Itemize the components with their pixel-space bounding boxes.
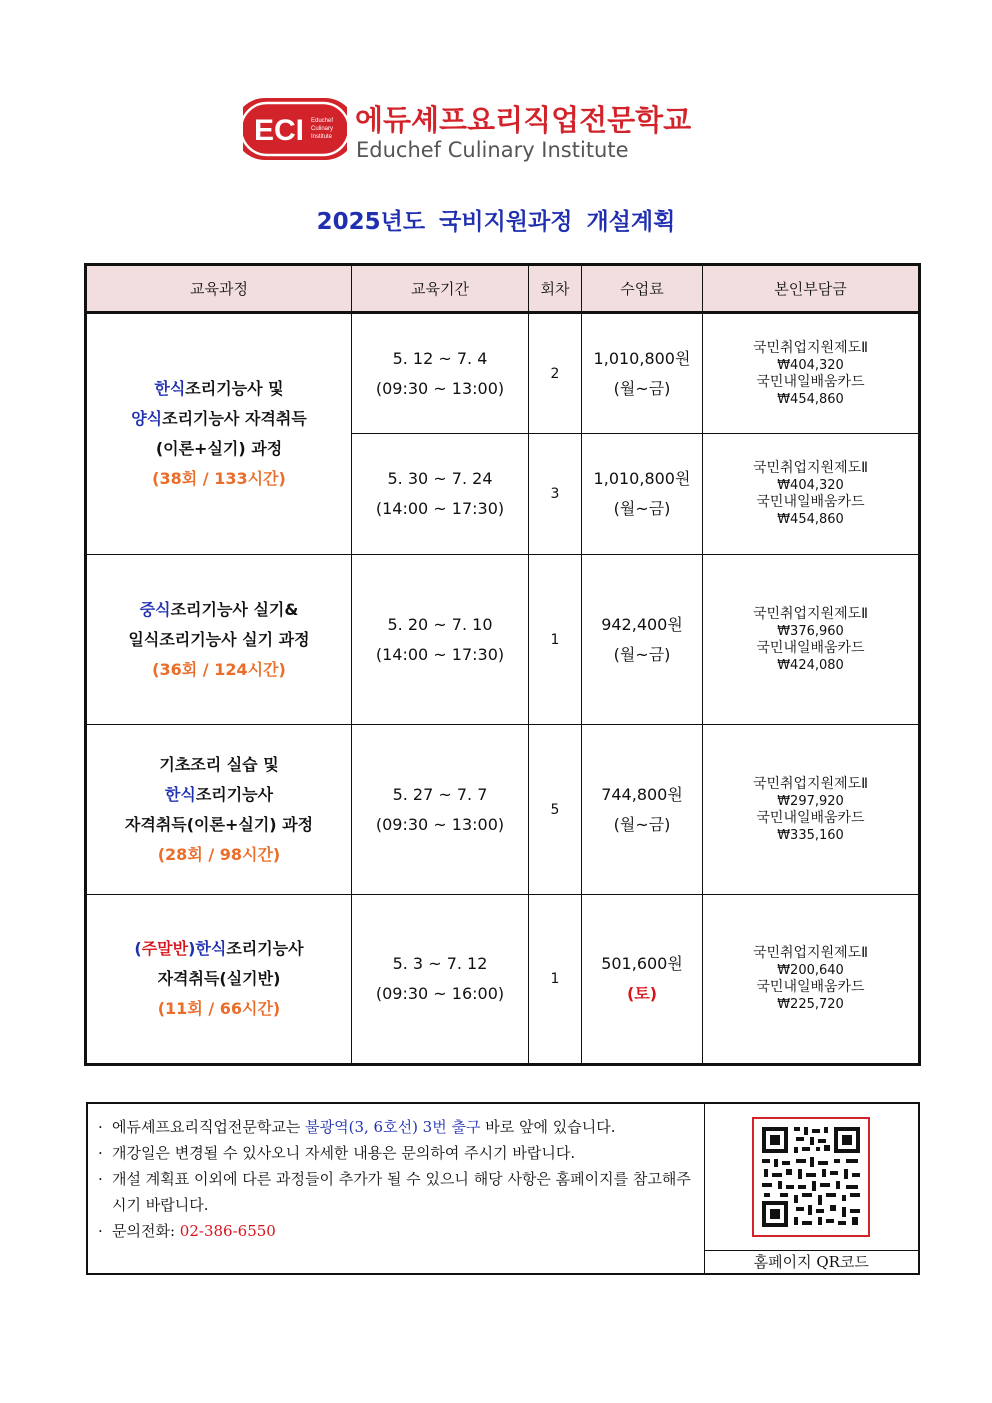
fee-cell: [582, 725, 703, 895]
note-additional-courses: [98, 1166, 696, 1218]
course-highlight: 한식: [164, 784, 196, 804]
period-cell: [352, 313, 529, 434]
note-text: 바로 앞에 있습니다.: [480, 1118, 616, 1136]
self-pay-label: 국민내일배움카드: [756, 373, 865, 390]
self-pay-value: ₩297,920: [777, 793, 844, 809]
fee-days: (월~금): [613, 814, 671, 834]
fee-cell: [582, 895, 703, 1065]
course-line: 자격취득(이론+실기) 과정: [124, 814, 314, 834]
course-hours: (28회 / 98시간): [157, 844, 281, 864]
round-cell: 5: [529, 725, 582, 895]
period-time: (09:30 ~ 16:00): [375, 984, 505, 1003]
qr-caption: 홈페이지 QR코드: [705, 1250, 919, 1273]
course-hours: (36회 / 124시간): [152, 659, 286, 679]
period-dates: 5. 12 ~ 7. 4: [392, 348, 488, 368]
fee-amount: 1,010,800원: [593, 469, 691, 488]
self-pay-value: ₩376,960: [777, 623, 844, 639]
note-date-change: [98, 1140, 696, 1166]
bullet: ·: [98, 1170, 103, 1188]
period-time: (09:30 ~ 13:00): [375, 814, 505, 834]
course-highlight: 한식: [195, 939, 227, 958]
page-title: 2025년도 국비지원과정 개설계획: [316, 209, 676, 235]
period-cell: [352, 555, 529, 725]
self-pay-value: ₩424,080: [777, 657, 844, 673]
course-line: 기초조리 실습 및: [159, 754, 279, 774]
period-time: (14:00 ~ 17:30): [375, 644, 505, 664]
svg-text:Educhef: Educhef: [311, 118, 334, 124]
course-highlight: 중식: [139, 599, 171, 619]
self-pay-label: 국민내일배움카드: [756, 809, 865, 826]
qr-code-icon[interactable]: [752, 1117, 870, 1237]
fee-days: (월~금): [613, 499, 671, 518]
info-box: [86, 1102, 920, 1275]
fee-amount: 501,600원: [601, 954, 683, 973]
svg-text:Culinary: Culinary: [311, 126, 334, 132]
course-chinese-japanese: [86, 555, 352, 725]
period-dates: 5. 3 ~ 7. 12: [392, 954, 488, 973]
station-exit: 불광역(3, 6호선) 3번 출구: [305, 1118, 481, 1136]
self-pay-cell: [703, 895, 920, 1065]
self-pay-label: 국민취업지원제도Ⅱ: [752, 605, 869, 622]
school-name-korean: 에듀셰프요리직업전문학교: [355, 103, 692, 137]
note-text: 개설 계획표 이외에 다른 과정들이 추가가 될 수 있으니 해당 사항은 홈페이지를 참고해주시기 바랍니다.: [112, 1170, 691, 1214]
qr-cell: [704, 1103, 919, 1274]
school-name-english: Educhef Culinary Institute: [356, 138, 629, 162]
fee-cell: [582, 313, 703, 434]
table-row: [86, 313, 920, 434]
self-pay-value: ₩335,160: [777, 827, 844, 843]
schedule-table: [84, 263, 921, 1066]
fee-amount: 1,010,800원: [593, 348, 691, 368]
course-hours: (38회 / 133시간): [152, 469, 286, 488]
fee-days: (월~금): [613, 378, 671, 398]
course-line: 자격취득(실기반): [157, 969, 281, 988]
period-cell: [352, 434, 529, 555]
course-weekend-korean: [86, 895, 352, 1065]
course-line: 조리기능사: [226, 939, 304, 958]
self-pay-label: 국민취업지원제도Ⅱ: [752, 460, 869, 476]
bullet: ·: [98, 1144, 103, 1162]
bullet: ·: [98, 1222, 103, 1240]
fee-amount: 942,400원: [601, 614, 683, 634]
weekend-label: 주말반: [141, 939, 189, 958]
self-pay-label: 국민취업지원제도Ⅱ: [752, 945, 869, 961]
self-pay-label: 국민취업지원제도Ⅱ: [752, 775, 869, 792]
round-cell: 3: [529, 434, 582, 555]
note-text: 개강일은 변경될 수 있사오니 자세한 내용은 문의하여 주시기 바랍니다.: [112, 1144, 576, 1162]
self-pay-cell: [703, 313, 920, 434]
self-pay-label: 국민취업지원제도Ⅱ: [752, 339, 869, 356]
self-pay-cell: [703, 434, 920, 555]
course-line: 조리기능사 자격취득: [162, 409, 307, 428]
table-row: [86, 725, 920, 895]
fee-days: (월~금): [613, 644, 671, 664]
course-korean-western: [86, 313, 352, 555]
notes-cell: [87, 1103, 704, 1274]
header-round: 회차: [529, 265, 582, 313]
self-pay-label: 국민내일배움카드: [756, 494, 865, 510]
table-row: [86, 895, 920, 1065]
phone-number[interactable]: 02-386-6550: [179, 1222, 276, 1240]
header-self-pay: 본인부담금: [703, 265, 920, 313]
course-line: (이론+실기) 과정: [155, 439, 283, 458]
header-fee: 수업료: [582, 265, 703, 313]
course-line: 조리기능사 및: [185, 379, 284, 398]
table-row: [86, 555, 920, 725]
self-pay-label: 국민내일배움카드: [756, 639, 865, 656]
self-pay-value: ₩454,860: [777, 512, 844, 527]
course-highlight: 양식: [131, 409, 163, 428]
self-pay-cell: [703, 725, 920, 895]
eci-logo-mark-icon: [243, 96, 347, 162]
svg-text:Institute: Institute: [311, 134, 333, 140]
self-pay-value: ₩404,320: [777, 357, 844, 373]
fee-amount: 744,800원: [601, 784, 683, 804]
period-dates: 5. 30 ~ 7. 24: [387, 469, 493, 488]
period-dates: 5. 20 ~ 7. 10: [387, 614, 493, 634]
note-text: 문의전화:: [112, 1222, 180, 1240]
self-pay-cell: [703, 555, 920, 725]
fee-days: (토): [626, 984, 658, 1003]
header-period: 교육기간: [352, 265, 529, 313]
bullet: ·: [98, 1118, 103, 1136]
fee-cell: [582, 434, 703, 555]
self-pay-value: ₩225,720: [777, 997, 844, 1012]
header-course: 교육과정: [86, 265, 352, 313]
period-cell: [352, 895, 529, 1065]
self-pay-label: 국민내일배움카드: [756, 979, 865, 995]
note-location: [98, 1114, 696, 1140]
course-hours: (11회 / 66시간): [157, 999, 281, 1018]
table-header-row: [86, 265, 920, 313]
course-line: 조리기능사: [195, 784, 274, 804]
self-pay-value: ₩200,640: [777, 963, 844, 978]
course-highlight: 한식: [154, 379, 186, 398]
period-time: (14:00 ~ 17:30): [375, 499, 505, 518]
self-pay-value: ₩404,320: [777, 478, 844, 493]
svg-text:ECI: ECI: [254, 114, 305, 147]
course-paren: (: [134, 939, 142, 958]
round-cell: 1: [529, 895, 582, 1065]
period-time: (09:30 ~ 13:00): [375, 378, 505, 398]
round-cell: 1: [529, 555, 582, 725]
course-line: 조리기능사 실기&: [170, 599, 299, 619]
round-cell: 2: [529, 313, 582, 434]
self-pay-value: ₩454,860: [777, 391, 844, 407]
course-basic-korean: [86, 725, 352, 895]
school-logo: [243, 96, 703, 164]
note-phone: [98, 1218, 696, 1244]
fee-cell: [582, 555, 703, 725]
period-cell: [352, 725, 529, 895]
course-paren: ): [188, 939, 196, 958]
course-line: 일식조리기능사 실기 과정: [128, 629, 310, 649]
note-text: 에듀셰프요리직업전문학교는: [112, 1118, 306, 1136]
period-dates: 5. 27 ~ 7. 7: [392, 784, 488, 804]
